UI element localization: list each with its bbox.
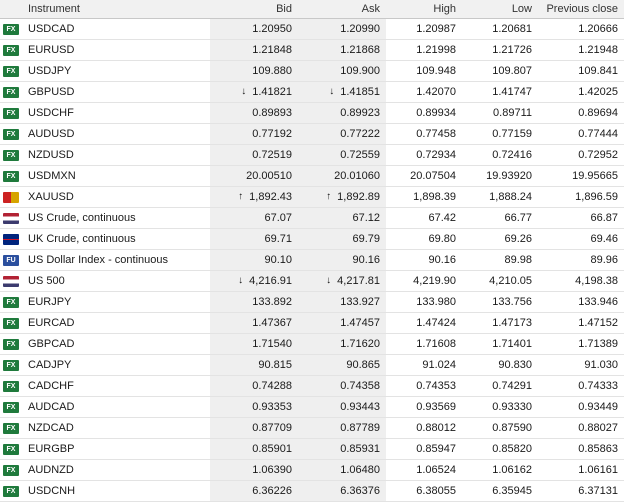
column-header-bid[interactable]: Bid (210, 0, 298, 19)
arrow-up-icon: ↑ (326, 191, 332, 202)
previous-close-price[interactable]: 89.96 (538, 250, 624, 271)
high-price[interactable]: 1.20987 (386, 19, 462, 40)
high-price[interactable]: 6.38055 (386, 481, 462, 502)
instrument-icon-cell (0, 145, 22, 166)
high-price[interactable]: 1.47424 (386, 313, 462, 334)
instrument-icon-cell (0, 166, 22, 187)
instrument-name[interactable]: AUDNZD (22, 460, 210, 481)
previous-close-price[interactable]: 19.95665 (538, 166, 624, 187)
bid-price[interactable]: 133.892 (210, 292, 298, 313)
fx-flag-icon: FX (3, 486, 19, 497)
low-price[interactable]: 1.21726 (462, 40, 538, 61)
column-header-high[interactable]: High (386, 0, 462, 19)
instrument-icon-cell (0, 481, 22, 502)
previous-close-price[interactable]: 0.77444 (538, 124, 624, 145)
fx-flag-icon: FX (3, 45, 19, 56)
column-header-low[interactable]: Low (462, 0, 538, 19)
ask-price[interactable]: 0.74358 (298, 376, 386, 397)
arrow-down-icon: ↓ (326, 275, 332, 286)
low-price[interactable]: 0.93330 (462, 397, 538, 418)
table-row[interactable] (0, 418, 624, 439)
instrument-icon-cell (0, 313, 22, 334)
instrument-icon-cell (0, 229, 22, 250)
column-header-instrument[interactable]: Instrument (22, 0, 210, 19)
instrument-name[interactable]: XAUUSD (22, 187, 210, 208)
ask-price[interactable]: 20.01060 (298, 166, 386, 187)
instrument-icon-cell (0, 355, 22, 376)
bid-price[interactable] (210, 271, 298, 292)
previous-close-price[interactable]: 1,896.59 (538, 187, 624, 208)
instrument-icon-cell (0, 271, 22, 292)
instrument-name[interactable]: EURGBP (22, 439, 210, 460)
instrument-name[interactable]: GBPUSD (22, 82, 210, 103)
low-price[interactable]: 0.77159 (462, 124, 538, 145)
ask-price[interactable]: 69.79 (298, 229, 386, 250)
ask-price[interactable]: 1.21868 (298, 40, 386, 61)
previous-close-price[interactable]: 133.946 (538, 292, 624, 313)
table-row[interactable] (0, 124, 624, 145)
high-price[interactable]: 91.024 (386, 355, 462, 376)
instrument-name[interactable]: EURUSD (22, 40, 210, 61)
instrument-icon-cell (0, 418, 22, 439)
instrument-name[interactable]: AUDUSD (22, 124, 210, 145)
bid-price[interactable]: 69.71 (210, 229, 298, 250)
low-price[interactable]: 1.41747 (462, 82, 538, 103)
ask-price[interactable] (298, 271, 386, 292)
ask-price[interactable]: 133.927 (298, 292, 386, 313)
bid-price[interactable]: 1.21848 (210, 40, 298, 61)
previous-close-price[interactable]: 0.89694 (538, 103, 624, 124)
instrument-icon-cell (0, 82, 22, 103)
low-price[interactable]: 1.06162 (462, 460, 538, 481)
fx-flag-icon: FX (3, 108, 19, 119)
low-price[interactable]: 4,210.05 (462, 271, 538, 292)
previous-close-price[interactable]: 66.87 (538, 208, 624, 229)
high-price[interactable]: 133.980 (386, 292, 462, 313)
instrument-name[interactable]: UK Crude, continuous (22, 229, 210, 250)
fx-flag-icon: FX (3, 423, 19, 434)
instrument-name[interactable]: USDJPY (22, 61, 210, 82)
table-row[interactable] (0, 61, 624, 82)
previous-close-price[interactable]: 1.20666 (538, 19, 624, 40)
instrument-name[interactable]: NZDCAD (22, 418, 210, 439)
ask-price[interactable]: 1.47457 (298, 313, 386, 334)
high-price[interactable]: 20.07504 (386, 166, 462, 187)
low-price[interactable]: 1,888.24 (462, 187, 538, 208)
high-price[interactable]: 0.77458 (386, 124, 462, 145)
ask-price[interactable]: 0.87789 (298, 418, 386, 439)
fx-flag-icon: FX (3, 339, 19, 350)
table-header (0, 0, 624, 19)
us-flag-icon (3, 213, 19, 224)
header-row (0, 0, 624, 19)
low-price[interactable]: 66.77 (462, 208, 538, 229)
instrument-name[interactable]: USDCNH (22, 481, 210, 502)
instrument-name[interactable]: US 500 (22, 271, 210, 292)
bid-price[interactable]: 67.07 (210, 208, 298, 229)
previous-close-price[interactable]: 4,198.38 (538, 271, 624, 292)
ask-price[interactable]: 1.06480 (298, 460, 386, 481)
ask-price[interactable]: 1.20990 (298, 19, 386, 40)
bid-price-value: 1,892.43 (249, 191, 292, 203)
low-price[interactable]: 0.89711 (462, 103, 538, 124)
bid-price[interactable]: 6.36226 (210, 481, 298, 502)
high-price[interactable]: 0.74353 (386, 376, 462, 397)
previous-close-price[interactable]: 1.71389 (538, 334, 624, 355)
high-price[interactable]: 0.72934 (386, 145, 462, 166)
high-price[interactable]: 0.89934 (386, 103, 462, 124)
table-row[interactable] (0, 229, 624, 250)
fx-flag-icon: FX (3, 381, 19, 392)
bid-price[interactable]: 0.74288 (210, 376, 298, 397)
ask-price[interactable]: 0.85931 (298, 439, 386, 460)
table-row[interactable] (0, 481, 624, 502)
previous-close-price[interactable]: 0.72952 (538, 145, 624, 166)
fx-flag-icon: FX (3, 297, 19, 308)
instrument-icon-cell (0, 61, 22, 82)
low-price[interactable]: 0.72416 (462, 145, 538, 166)
high-price[interactable]: 1.21998 (386, 40, 462, 61)
bid-price[interactable]: 0.85901 (210, 439, 298, 460)
instrument-icon-cell (0, 208, 22, 229)
instrument-icon-cell (0, 40, 22, 61)
high-price[interactable]: 0.85947 (386, 439, 462, 460)
bid-price[interactable]: 1.06390 (210, 460, 298, 481)
bid-price[interactable]: 90.10 (210, 250, 298, 271)
previous-close-price[interactable]: 1.47152 (538, 313, 624, 334)
column-header-ask[interactable]: Ask (298, 0, 386, 19)
instrument-icon-cell (0, 103, 22, 124)
instrument-icon-cell (0, 376, 22, 397)
ask-price[interactable]: 109.900 (298, 61, 386, 82)
ask-price[interactable]: 6.36376 (298, 481, 386, 502)
instrument-name[interactable]: USDCAD (22, 19, 210, 40)
previous-close-price[interactable]: 1.21948 (538, 40, 624, 61)
table-row[interactable] (0, 19, 624, 40)
fx-flag-icon: FX (3, 66, 19, 77)
low-price[interactable]: 1.47173 (462, 313, 538, 334)
instrument-name[interactable]: CADJPY (22, 355, 210, 376)
table-row[interactable] (0, 334, 624, 355)
low-price[interactable]: 0.87590 (462, 418, 538, 439)
fx-flag-icon: FX (3, 87, 19, 98)
table-row[interactable] (0, 313, 624, 334)
fx-flag-icon: FX (3, 465, 19, 476)
ask-price[interactable]: 1.71620 (298, 334, 386, 355)
high-price[interactable]: 1.71608 (386, 334, 462, 355)
ask-price[interactable]: 90.16 (298, 250, 386, 271)
low-price[interactable]: 109.807 (462, 61, 538, 82)
previous-close-price[interactable]: 69.46 (538, 229, 624, 250)
bid-price[interactable]: 90.815 (210, 355, 298, 376)
instrument-name[interactable]: NZDUSD (22, 145, 210, 166)
bid-price[interactable]: 0.89893 (210, 103, 298, 124)
table-row[interactable] (0, 460, 624, 481)
bid-price-value: 4,216.91 (249, 275, 292, 287)
previous-close-price[interactable]: 109.841 (538, 61, 624, 82)
previous-close-price[interactable]: 0.74333 (538, 376, 624, 397)
table-row[interactable] (0, 166, 624, 187)
previous-close-price[interactable]: 0.93449 (538, 397, 624, 418)
arrow-down-icon: ↓ (241, 86, 247, 97)
table-row[interactable] (0, 271, 624, 292)
instrument-name[interactable]: GBPCAD (22, 334, 210, 355)
low-price[interactable]: 6.35945 (462, 481, 538, 502)
arrow-down-icon: ↓ (238, 275, 244, 286)
fx-flag-icon: FX (3, 24, 19, 35)
low-price[interactable]: 0.85820 (462, 439, 538, 460)
instrument-name[interactable]: USDMXN (22, 166, 210, 187)
table-row[interactable] (0, 439, 624, 460)
ask-price-value: 1,892.89 (337, 191, 380, 203)
ask-price-value: 1.41851 (340, 86, 380, 98)
instrument-icon-cell (0, 460, 22, 481)
high-price[interactable]: 0.93569 (386, 397, 462, 418)
fx-flag-icon: FX (3, 129, 19, 140)
arrow-up-icon: ↑ (238, 191, 244, 202)
instrument-name[interactable]: AUDCAD (22, 397, 210, 418)
table-body (0, 19, 624, 502)
low-price[interactable]: 69.26 (462, 229, 538, 250)
instrument-icon-cell (0, 397, 22, 418)
table-row[interactable] (0, 145, 624, 166)
previous-close-price[interactable]: 0.88027 (538, 418, 624, 439)
previous-close-price[interactable]: 0.85863 (538, 439, 624, 460)
high-price[interactable]: 4,219.90 (386, 271, 462, 292)
bid-price[interactable] (210, 82, 298, 103)
fx-flag-icon: FX (3, 318, 19, 329)
ask-price[interactable] (298, 82, 386, 103)
high-price[interactable]: 0.88012 (386, 418, 462, 439)
bid-price[interactable] (210, 187, 298, 208)
table-row[interactable] (0, 40, 624, 61)
instrument-name[interactable]: CADCHF (22, 376, 210, 397)
low-price[interactable]: 133.756 (462, 292, 538, 313)
instrument-icon-cell (0, 187, 22, 208)
index-flag-icon: FU (3, 255, 19, 266)
gold-flag-icon (3, 192, 19, 203)
fx-flag-icon: FX (3, 444, 19, 455)
instrument-icon-cell (0, 124, 22, 145)
high-price[interactable]: 67.42 (386, 208, 462, 229)
table-row[interactable] (0, 292, 624, 313)
table-row[interactable] (0, 103, 624, 124)
instrument-icon-cell (0, 250, 22, 271)
instrument-name[interactable]: EURCAD (22, 313, 210, 334)
low-price[interactable]: 19.93920 (462, 166, 538, 187)
high-price[interactable]: 1.42070 (386, 82, 462, 103)
column-header-icon (0, 0, 22, 19)
bid-price[interactable]: 1.47367 (210, 313, 298, 334)
high-price[interactable]: 1.06524 (386, 460, 462, 481)
instrument-icon-cell (0, 439, 22, 460)
instrument-name[interactable]: US Dollar Index - continuous (22, 250, 210, 271)
fx-flag-icon: FX (3, 150, 19, 161)
instrument-icon-cell (0, 19, 22, 40)
high-price[interactable]: 69.80 (386, 229, 462, 250)
ask-price[interactable]: 0.72559 (298, 145, 386, 166)
ask-price[interactable]: 0.89923 (298, 103, 386, 124)
fx-flag-icon: FX (3, 402, 19, 413)
instrument-name[interactable]: EURJPY (22, 292, 210, 313)
high-price[interactable]: 109.948 (386, 61, 462, 82)
bid-price[interactable]: 20.00510 (210, 166, 298, 187)
ask-price[interactable]: 67.12 (298, 208, 386, 229)
bid-price[interactable]: 109.880 (210, 61, 298, 82)
high-price[interactable]: 90.16 (386, 250, 462, 271)
bid-price[interactable]: 0.72519 (210, 145, 298, 166)
low-price[interactable]: 1.20681 (462, 19, 538, 40)
ask-price[interactable]: 0.93443 (298, 397, 386, 418)
uk-flag-icon (3, 234, 19, 245)
table-row[interactable] (0, 187, 624, 208)
table-row[interactable] (0, 397, 624, 418)
high-price[interactable]: 1,898.39 (386, 187, 462, 208)
ask-price[interactable] (298, 187, 386, 208)
us-flag-icon (3, 276, 19, 287)
ask-price[interactable]: 0.77222 (298, 124, 386, 145)
instrument-icon-cell (0, 334, 22, 355)
bid-price[interactable]: 1.20950 (210, 19, 298, 40)
column-header-previous-close[interactable]: Previous close (538, 0, 624, 19)
ask-price[interactable]: 90.865 (298, 355, 386, 376)
table-row[interactable] (0, 250, 624, 271)
table-row[interactable] (0, 355, 624, 376)
fx-flag-icon: FX (3, 360, 19, 371)
table-row[interactable] (0, 376, 624, 397)
bid-price[interactable]: 1.71540 (210, 334, 298, 355)
instrument-icon-cell (0, 292, 22, 313)
previous-close-price[interactable]: 1.06161 (538, 460, 624, 481)
table-row[interactable] (0, 82, 624, 103)
previous-close-price[interactable]: 1.42025 (538, 82, 624, 103)
ask-price-value: 4,217.81 (337, 275, 380, 287)
bid-price-value: 1.41821 (252, 86, 292, 98)
bid-price[interactable]: 0.77192 (210, 124, 298, 145)
bid-price[interactable]: 0.93353 (210, 397, 298, 418)
arrow-down-icon: ↓ (329, 86, 335, 97)
previous-close-price[interactable]: 91.030 (538, 355, 624, 376)
low-price[interactable]: 1.71401 (462, 334, 538, 355)
fx-flag-icon: FX (3, 171, 19, 182)
previous-close-price[interactable]: 6.37131 (538, 481, 624, 502)
low-price[interactable]: 90.830 (462, 355, 538, 376)
table-row[interactable] (0, 208, 624, 229)
bid-price[interactable]: 0.87709 (210, 418, 298, 439)
instrument-name[interactable]: USDCHF (22, 103, 210, 124)
low-price[interactable]: 89.98 (462, 250, 538, 271)
instrument-name[interactable]: US Crude, continuous (22, 208, 210, 229)
low-price[interactable]: 0.74291 (462, 376, 538, 397)
